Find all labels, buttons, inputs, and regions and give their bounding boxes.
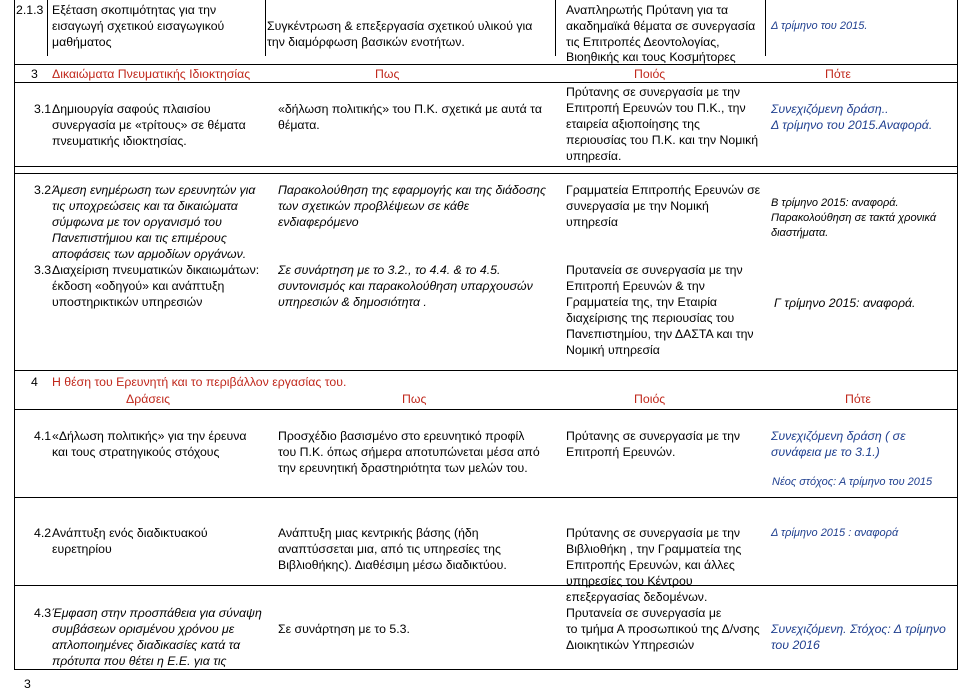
who-line: Αναπληρωτής Πρύτανη για τα <box>566 3 729 17</box>
row-number: 3.1 <box>34 102 52 116</box>
how-line: την ερευνητική δραστηριότητα των μελών του. <box>278 461 528 475</box>
action-line: και τους στρατηγικούς στόχους <box>52 445 220 459</box>
how-line: Σε συνάρτηση με το 3.2., το 4.4. & το 4.5. <box>278 263 501 277</box>
who-line: εταιρεία αξιοποίησης της <box>566 117 700 131</box>
who-line: Βιοηθικής και τους Κοσμήτορες <box>566 50 736 64</box>
who-line: Επιτροπή Ερευνών. <box>566 445 676 459</box>
when-line: συνάφεια με το 3.1.) <box>771 445 880 459</box>
who-line: Πρύτανης σε συνεργασία με την <box>566 429 741 443</box>
how-line: αναπτύσσεται μια, από τις υπηρεσίες της <box>278 542 501 556</box>
action-line: τις υποχρεώσεις και τα δικαιώματα <box>52 199 238 213</box>
who-line: Πρύτανης σε συνεργασία με την <box>566 526 741 540</box>
when-text: Γ τρίμηνο 2015: αναφορά. <box>774 296 916 310</box>
who-line: υπηρεσία <box>566 215 618 229</box>
who-line: υπηρεσίες του Κέντρου <box>566 574 693 588</box>
action-line: πρότυπα που θέτει η Ε.Ε. για τις <box>52 654 227 668</box>
row-number: 2.1.3 <box>16 3 44 17</box>
column-header-actions: Δράσεις <box>126 392 171 406</box>
who-line: Γραμματεία Επιτροπής Ερευνών σε <box>566 183 761 197</box>
column-header-who: Ποιός <box>634 392 666 406</box>
when-line: Παρακολούθηση σε τακτά χρονικά <box>771 212 937 224</box>
when-line: Δ τρίμηνο του 2015.Αναφορά. <box>771 118 933 132</box>
row-number: 3.2 <box>34 183 52 197</box>
row-number: 4.2 <box>34 526 52 540</box>
when-line: του 2016 <box>771 638 820 652</box>
section-title: Δικαιώματα Πνευματικής Ιδιοκτησίας <box>52 67 251 81</box>
action-line: Ανάπτυξη ενός διαδικτυακού <box>52 526 208 540</box>
column-header-how: Πως <box>402 392 427 406</box>
who-line: Πρύτανης σε συνεργασία με την <box>566 85 741 99</box>
section-number: 3 <box>31 67 38 81</box>
action-line: Πανεπιστήμιου και τις επιμέρους <box>52 231 227 245</box>
action-line: πνευματικής ιδιοκτησίας. <box>52 134 187 148</box>
how-line: Προσχέδιο βασισμένο στο ερευνητικό προφίλ <box>278 429 525 443</box>
who-line: Βιβλιοθήκη , την Γραμματεία της <box>566 542 742 556</box>
who-line: το τμήμα Α προσωπικού της Δ/νσης <box>566 622 760 636</box>
who-line: ακαδημαϊκά θέματα σε συνεργασία <box>566 19 756 33</box>
action-line: συνεργασία με «τρίτους» σε θέματα <box>52 118 246 132</box>
how-line: θέματα. <box>278 118 320 132</box>
action-line: αποφάσεις των αρμοδίων οργάνων. <box>52 247 247 261</box>
who-line: περιουσίας του Π.Κ. και την Νομική <box>566 133 759 147</box>
how-line: Παρακολούθηση της εφαρμογής και της διάδοσης <box>278 183 546 197</box>
when-text: Δ τρίμηνο του 2015. <box>771 20 868 32</box>
who-line: Επιτροπής Ερευνών, και άλλες <box>566 558 735 572</box>
when-line: διαστήματα. <box>771 227 829 239</box>
how-line: του Π.Κ. όπως σήμερα αποτυπώνεται μέσα από <box>278 445 540 459</box>
action-line: μαθήματος <box>52 35 112 49</box>
action-line: υποστηρικτικών υπηρεσιών <box>52 295 203 309</box>
action-line: συμβάσεων ορισμένου χρόνου με <box>52 622 235 636</box>
page-number: 3 <box>24 677 31 691</box>
when-line: Συνεχιζόμενη δράση ( σε <box>771 429 906 443</box>
row-number: 4.1 <box>34 429 52 443</box>
who-line: Επιτροπή Ερευνών & την <box>566 279 705 293</box>
how-line: Ανάπτυξη μιας κεντρικής βάσης (ήδη <box>278 526 479 540</box>
how-line: υπηρεσιών & δημοσιότητα . <box>278 295 427 309</box>
who-line: Επιτροπή Ερευνών του Π.Κ., την <box>566 101 746 115</box>
action-line: έκδοση «οδηγού» και ανάπτυξη <box>52 279 225 293</box>
action-line: «Δήλωση πολιτικής» για την έρευνα <box>52 429 247 443</box>
who-line: Γραμματεία της, την Εταιρία <box>566 295 718 309</box>
who-line: επεξεργασίας δεδομένων. <box>566 590 708 604</box>
how-line: την διαμόρφωση βασικών ενοτήτων. <box>267 35 465 49</box>
who-line: Πανεπιστημίου, την ΔΑΣΤΑ και την <box>566 327 754 341</box>
who-line: Πρυτανεία σε συνεργασία με την <box>566 263 743 277</box>
who-line: Νομική υπηρεσία <box>566 343 660 357</box>
when-text: Δ τρίμηνο 2015 : αναφορά <box>771 527 899 539</box>
when-line: Συνεχιζόμενη. Στόχος: Δ τρίμηνο <box>771 622 946 636</box>
when-line: Β τρίμηνο 2015: αναφορά. <box>771 197 899 209</box>
how-line: ενδιαφερόμενο <box>278 215 359 229</box>
how-text: Σε συνάρτηση με το 5.3. <box>278 622 410 636</box>
column-header-when: Πότε <box>825 67 851 81</box>
who-line: Πρυτανεία σε συνεργασία με <box>566 606 722 620</box>
action-line: Διαχείριση πνευματικών δικαιωμάτων: <box>52 263 260 277</box>
action-line: απλοποιημένες διαδικασίες κατά τα <box>52 638 241 652</box>
who-line: τις Επιτροπές Δεοντολογίας, <box>566 35 720 49</box>
how-line: συντονισμός και παρακολούθηση υπαρχουσών <box>278 279 533 293</box>
who-line: υπηρεσία. <box>566 149 622 163</box>
action-line: Άμεση ενημέρωση των ερευνητών για <box>52 183 256 197</box>
how-line: των σχετικών προβλέψεων σε κάθε <box>278 199 469 213</box>
when-line: Συνεχιζόμενη δράση.. <box>771 102 889 116</box>
action-line: εισαγωγή σχετικού εισαγωγικού <box>52 19 225 33</box>
section-number: 4 <box>31 375 38 389</box>
who-line: διαχείρισης της περιουσίας του <box>566 311 735 325</box>
action-line: Εξέταση σκοπιμότητας για την <box>52 3 217 17</box>
action-line: Έμφαση στην προσπάθεια για σύναψη <box>52 606 262 620</box>
row-number: 3.3 <box>34 263 52 277</box>
section-title: Η θέση του Ερευνητή και το περιβάλλον εργασίας του. <box>52 375 347 389</box>
column-header-when: Πότε <box>845 392 871 406</box>
how-line: Βιβλιοθήκης). Διαθέσιμη μέσω διαδικτύου. <box>278 558 507 572</box>
how-line: «δήλωση πολιτικής» του Π.Κ. σχετικά με αυτά τα <box>278 102 542 116</box>
action-line: Δημιουργία σαφούς πλαισίου <box>52 102 211 116</box>
action-line: ευρετηρίου <box>52 542 112 556</box>
action-line: σύμφωνα με τον οργανισμό του <box>52 215 222 229</box>
target-text: Νέος στόχος: Α τρίμηνο του 2015 <box>772 476 933 488</box>
who-line: συνεργασία με την Νομική <box>566 199 709 213</box>
column-header-how: Πως <box>375 67 400 81</box>
how-line: Συγκέντρωση & επεξεργασία σχετικού υλικού για <box>267 19 533 33</box>
column-header-who: Ποιός <box>634 67 666 81</box>
row-number: 4.3 <box>34 606 52 620</box>
who-line: Διοικητικών Υπηρεσιών <box>566 638 695 652</box>
